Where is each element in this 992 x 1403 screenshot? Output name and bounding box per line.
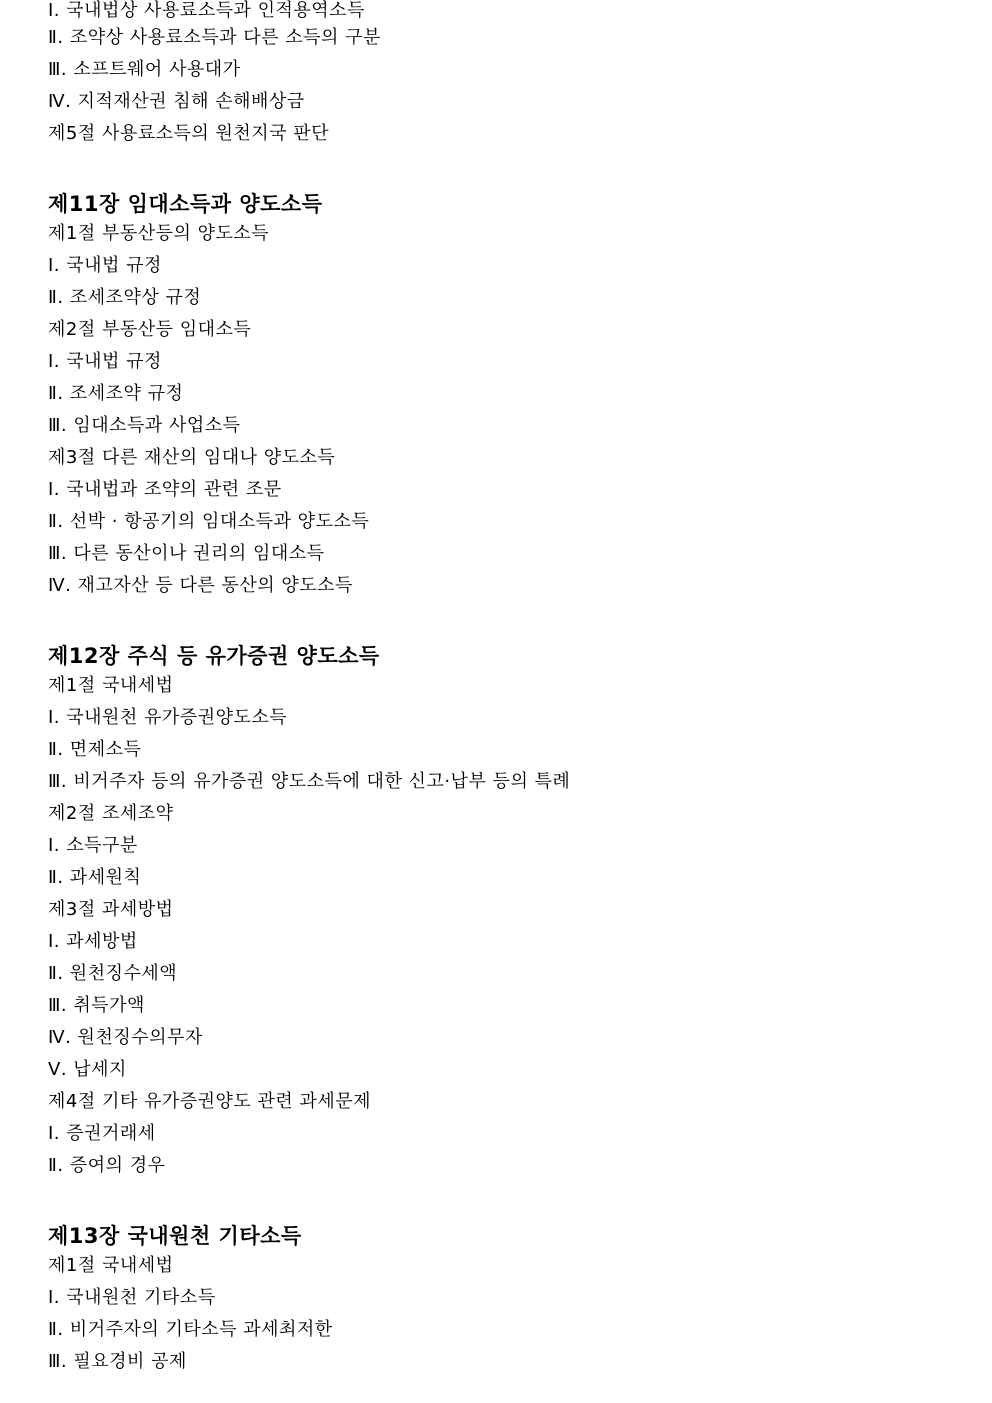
toc-item: Ⅳ. 원천징수의무자 [48,1027,203,1048]
toc-item: Ⅲ. 필요경비 공제 [48,1351,187,1372]
toc-item: 제2절 부동산등 임대소득 [48,319,252,340]
table-of-contents [48,0,948,1382]
toc-item: Ⅲ. 취득가액 [48,995,145,1016]
toc-item: Ⅱ. 증여의 경우 [48,1155,166,1176]
spacer [48,1186,948,1218]
toc-item: Ⅱ. 면제소득 [48,739,142,760]
chapter-11 [48,186,948,606]
toc-item: Ⅰ. 국내법과 조약의 관련 조문 [48,479,282,500]
toc-item: 제1절 국내세법 [48,1255,174,1276]
toc-item: Ⅲ. 소프트웨어 사용대가 [48,59,241,80]
toc-item: Ⅱ. 조세조약 규정 [48,383,184,404]
toc-item: Ⅰ. 소득구분 [48,835,138,856]
spacer [48,606,948,638]
spacer [48,154,948,186]
toc-item: Ⅱ. 선박 · 항공기의 임대소득과 양도소득 [48,511,370,532]
toc-item: Ⅱ. 조세조약상 규정 [48,287,202,308]
toc-item: Ⅱ. 비거주자의 기타소득 과세최저한 [48,1319,333,1340]
toc-item: Ⅰ. 증권거래세 [48,1123,156,1144]
toc-item: 제5절 사용료소득의 원천지국 판단 [48,123,330,144]
toc-item: Ⅰ. 국내원천 기타소득 [48,1287,216,1308]
toc-item: 제1절 부동산등의 양도소득 [48,223,270,244]
chapter-13 [48,1218,948,1382]
chapter-title: 제13장 국내원천 기타소득 [48,1224,302,1248]
toc-item: Ⅲ. 다른 동산이나 권리의 임대소득 [48,543,325,564]
toc-item: Ⅰ. 과세방법 [48,931,138,952]
toc-item: Ⅲ. 비거주자 등의 유가증권 양도소득에 대한 신고·납부 등의 특례 [48,771,571,792]
toc-item: 제3절 과세방법 [48,899,174,920]
toc-item: Ⅰ. 국내법 규정 [48,351,162,372]
toc-item: Ⅲ. 임대소득과 사업소득 [48,415,241,436]
chapter-title: 제12장 주식 등 유가증권 양도소득 [48,644,380,668]
toc-item: 제1절 국내세법 [48,675,174,696]
toc-item: Ⅰ. 국내원천 유가증권양도소득 [48,707,288,728]
toc-item: Ⅴ. 납세지 [48,1059,127,1080]
lead-items [48,0,948,154]
chapter-title: 제11장 임대소득과 양도소득 [48,192,323,216]
chapter-12 [48,638,948,1186]
toc-item: Ⅰ. 국내법 규정 [48,255,162,276]
toc-item: Ⅳ. 지적재산권 침해 손해배상금 [48,91,305,112]
toc-item: Ⅰ. 국내법상 사용료소득과 인적용역소득 [48,0,365,21]
toc-item: Ⅱ. 과세원칙 [48,867,142,888]
toc-item: Ⅱ. 조약상 사용료소득과 다른 소득의 구분 [48,27,381,48]
toc-item: 제3절 다른 재산의 임대나 양도소득 [48,447,336,468]
toc-item: 제2절 조세조약 [48,803,174,824]
toc-item: Ⅱ. 원천징수세액 [48,963,178,984]
toc-item: Ⅳ. 재고자산 등 다른 동산의 양도소득 [48,575,353,596]
toc-item: 제4절 기타 유가증권양도 관련 과세문제 [48,1091,372,1112]
